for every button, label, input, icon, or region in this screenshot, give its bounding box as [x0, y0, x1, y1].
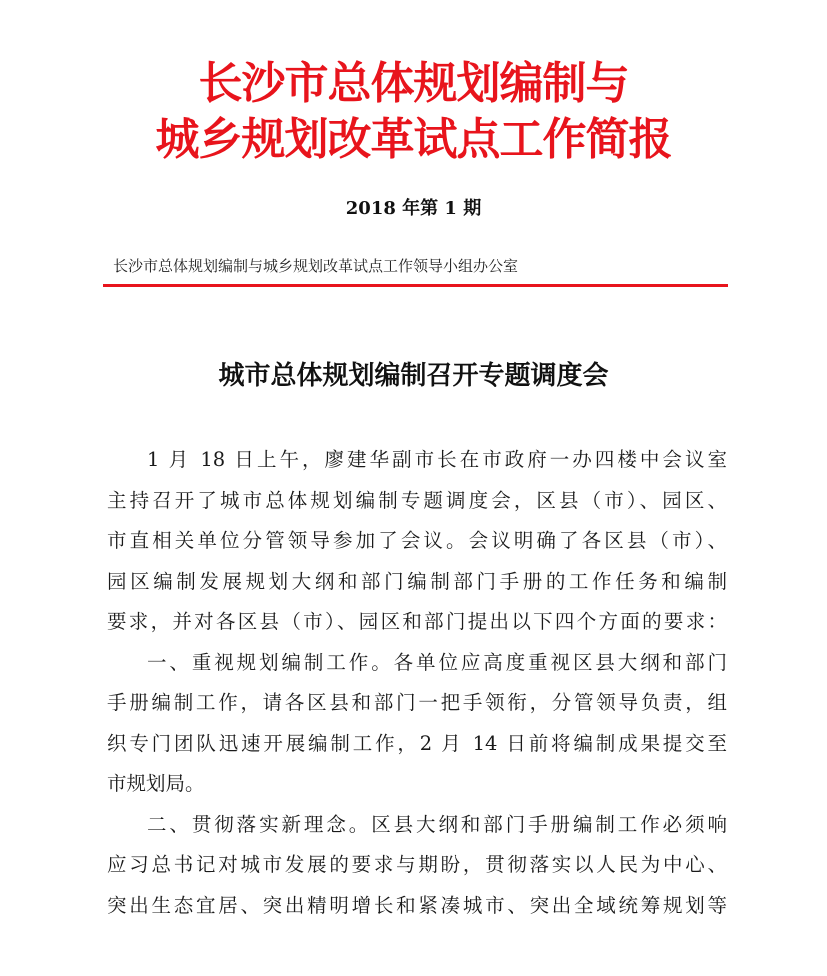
body-line: 市规划局。: [107, 772, 205, 795]
body-line: 主持召开了城市总体规划编制专题调度会，区县（市）、园区、: [107, 488, 727, 512]
body-line: 手册编制工作，请各区县和部门一把手领衔，分管领导负责，组: [107, 691, 727, 714]
body-line: 要求，并对各区县（市）、园区和部门提出以下四个方面的要求：: [107, 610, 727, 633]
body-line: 突出生态宜居、突出精明增长和紧凑城市、突出全域统筹规划等: [107, 893, 727, 917]
body-line: 市直相关单位分管领导参加了会议。会议明确了各区县（市）、: [107, 529, 727, 552]
masthead-line-2: 城乡规划改革试点工作简报: [155, 114, 672, 165]
article-title: 城市总体规划编制召开专题调度会: [218, 361, 609, 391]
bulletin-masthead: [0, 56, 827, 168]
issue-number: 2018 年第 1 期: [345, 198, 482, 219]
body-line: 织专门团队迅速开展编制工作，2 月 14 日前将编制成果提交至: [107, 731, 727, 755]
masthead-line-1: 长沙市总体规划编制与: [198, 58, 629, 109]
body-line: 应习总书记对城市发展的要求与期盼，贯彻落实以人民为中心、: [107, 853, 727, 876]
red-divider-rule: [103, 284, 728, 287]
article-body: [107, 440, 727, 926]
body-line: 1 月 18 日上午，廖建华副市长在市政府一办四楼中会议室: [147, 448, 727, 471]
body-line: 园区编制发展规划大纲和部门编制部门手册的工作任务和编制: [107, 569, 727, 593]
body-line: 一、重视规划编制工作。各单位应高度重视区县大纲和部门: [147, 650, 727, 674]
body-line: 二、贯彻落实新理念。区县大纲和部门手册编制工作必须响: [147, 812, 727, 836]
issuing-office: 长沙市总体规划编制与城乡规划改革试点工作领导小组办公室: [113, 257, 519, 275]
